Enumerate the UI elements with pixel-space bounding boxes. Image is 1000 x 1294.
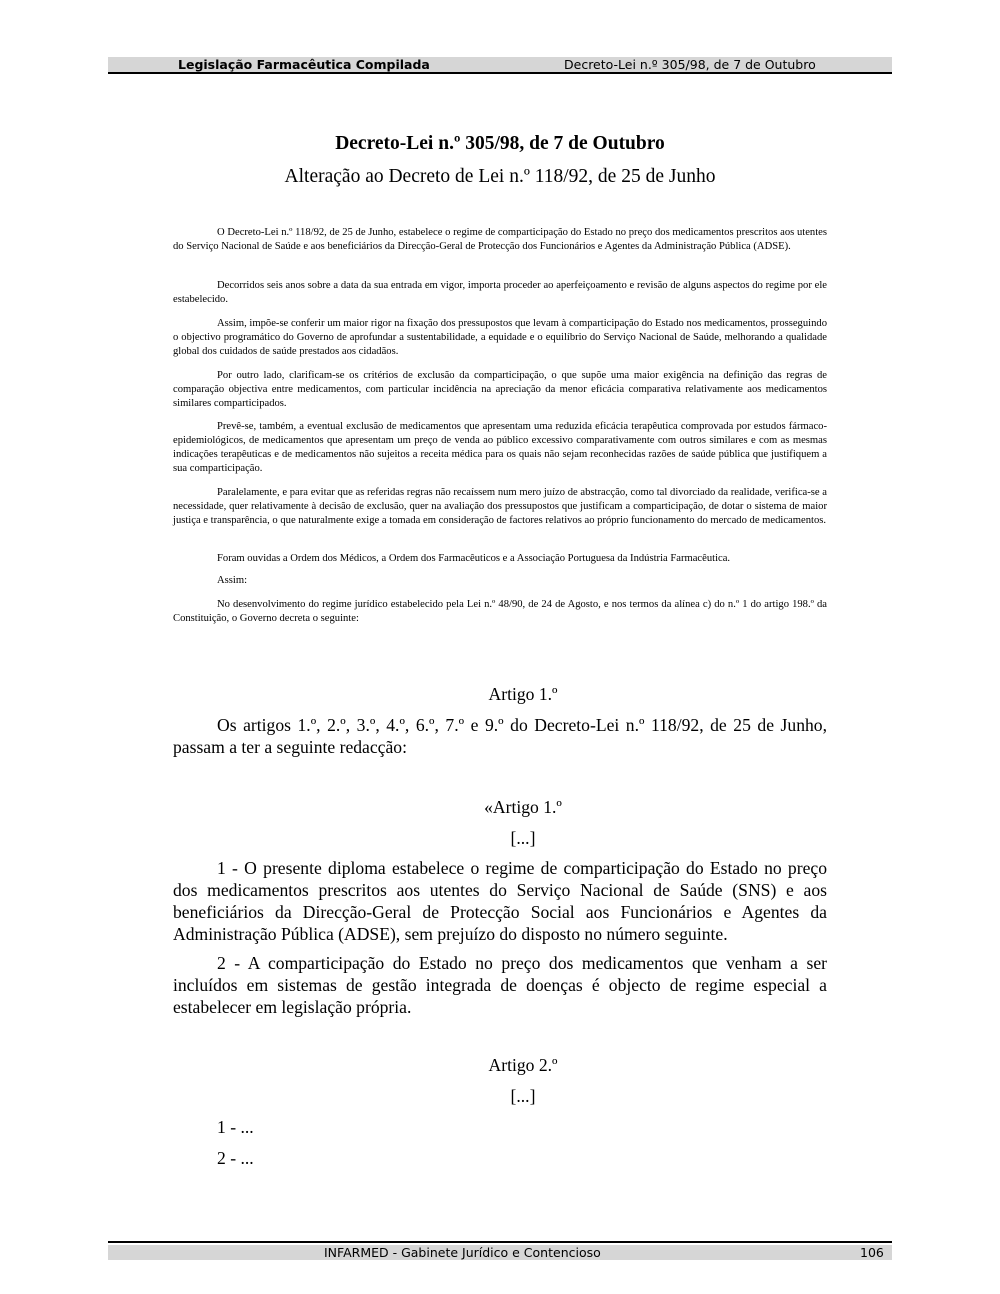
quoted-article-item: 2 - ...	[217, 1148, 254, 1168]
preamble-paragraph: Por outro lado, clarificam-se os critérios de exclusão da comparticipação, o que supõe uma maior exigência na definição das regras de comparação objectiva entre medicamentos, com particular incidência na apreciação da menor eficácia comparativa relativamente aos medicamentos similares comparticipados.	[173, 370, 827, 409]
preamble-paragraph: O Decreto-Lei n.º 118/92, de 25 de Junho, estabelece o regime de comparticipação do Estado no preço dos medicamentos prescritos aos utentes do Serviço Nacional de Saúde e aos beneficiários da Direcção-Geral de Protecção dos Funcionários e Agentes da Administração Pública (ADSE).	[173, 227, 827, 252]
quoted-article-item: 2 - A comparticipação do Estado no preço dos medicamentos que venham a ser incluídos em sistemas de gestão integrada de doenças é objecto de regime especial a estabelecer em legislação própria.	[173, 953, 827, 1017]
quoted-article-item: 1 - O presente diploma estabelece o regime de comparticipação do Estado no preço dos medicamentos prescritos aos utentes do Serviço Nacional de Saúde (SNS) e aos beneficiários da Direcção-Geral de Protecção Social aos Funcionários e Agentes da Administração Pública (ADSE), sem prejuízo do disposto no número seguinte.	[173, 858, 827, 944]
page-header	[108, 57, 892, 72]
article-text: Os artigos 1.º, 2.º, 3.º, 4.º, 6.º, 7.º e 9.º do Decreto-Lei n.º 118/92, de 25 de Junho, passam a ter a seguinte redacção:	[173, 715, 827, 757]
page-footer	[108, 1245, 892, 1260]
preamble-paragraph: Paralelamente, e para evitar que as referidas regras não recaíssem num mero juízo de abstracção, como tal divorciado da realidade, verifica-se a necessidade, quer relativamente à decisão de exclusão, quer na avaliação dos pressupostos que justificam a comparticipação, de dotar o sistema de maior justiça e transparência, o que naturalmente exige a tomada em consideração de factores relativos ao próprio funcionamento do mercado de medicamentos.	[173, 487, 827, 526]
quoted-article-item: 1 - ...	[217, 1117, 254, 1137]
preamble-paragraph: Prevê-se, também, a eventual exclusão de medicamentos que apresentam uma reduzida eficácia terapêutica comprovada por estudos fármaco-epidemiológicos, de medicamentos que apresentam um preço de venda ao público excessivo comparativamente com outros similares e com as mesmas indicações terapêuticas e de medicamentos não sujeitos a receita médica para os quais não sejam reconhecidas razões de saúde pública que justifiquem a sua comparticipação.	[173, 421, 827, 474]
document-title: Decreto-Lei n.º 305/98, de 7 de Outubro	[335, 133, 665, 154]
header-left-title: Legislação Farmacêutica Compilada	[178, 57, 430, 72]
quoted-article-heading: «Artigo 1.º	[484, 797, 562, 817]
footer-title: INFARMED - Gabinete Jurídico e Contencioso	[324, 1245, 601, 1260]
quoted-article-ellipsis: [...]	[510, 828, 536, 848]
header-rule	[108, 72, 892, 74]
preamble-paragraph: Decorridos seis anos sobre a data da sua entrada em vigor, importa proceder ao aperfeiçoamento e revisão de alguns aspectos do regime por ele estabelecido.	[173, 280, 827, 305]
preamble-paragraph: Assim:	[217, 575, 248, 586]
preamble-paragraph: Foram ouvidas a Ordem dos Médicos, a Ordem dos Farmacêuticos e a Associação Portuguesa da Indústria Farmacêutica.	[217, 553, 731, 564]
document-subtitle: Alteração ao Decreto de Lei n.º 118/92, de 25 de Junho	[284, 166, 716, 187]
quoted-article-ellipsis: [...]	[510, 1086, 536, 1106]
page-number: 106	[860, 1245, 884, 1260]
quoted-article-heading: Artigo 2.º	[488, 1055, 558, 1075]
preamble-paragraph: No desenvolvimento do regime jurídico estabelecido pela Lei n.º 48/90, de 24 de Agosto, e nos termos da alínea c) do n.º 1 do artigo 198.º da Constituição, o Governo decreta o seguinte:	[173, 599, 827, 624]
footer-rule	[108, 1241, 892, 1243]
preamble-paragraph: Assim, impõe-se conferir um maior rigor na fixação dos pressupostos que levam à comparticipação do Estado nos medicamentos, prosseguindo o objectivo programático do Governo de aprofundar a sustentabilidade, a equidade e o equilíbrio do Serviço Nacional de Saúde, melhorando a qualidade global dos cuidados de saúde prestados aos cidadãos.	[173, 318, 827, 357]
header-right-title: Decreto-Lei n.º 305/98, de 7 de Outubro	[564, 57, 816, 72]
article-heading: Artigo 1.º	[488, 684, 558, 704]
